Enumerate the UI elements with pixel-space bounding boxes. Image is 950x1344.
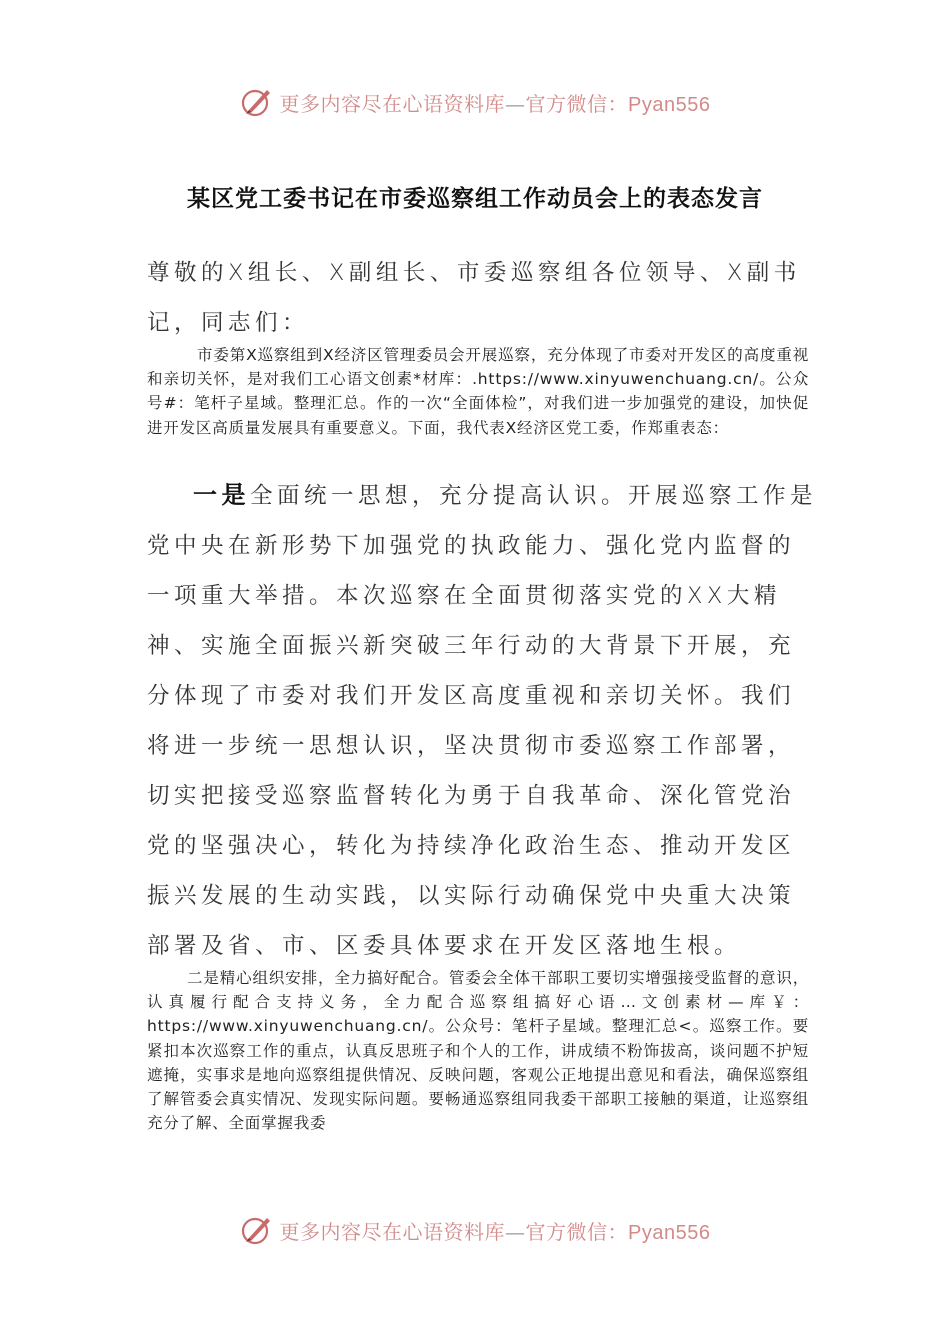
point-one-lead: 一是 bbox=[193, 481, 250, 509]
watermark-text: 更多内容尽在心语资料库—官方微信：Pyan556 bbox=[279, 91, 711, 116]
watermark-text: 更多内容尽在心语资料库—官方微信：Pyan556 bbox=[279, 1219, 711, 1244]
document-title: 某区党工委书记在市委巡察组工作动员会上的表态发言 bbox=[187, 186, 763, 212]
point-two-paragraph: 二是精心组织安排，全力搞好配合。管委会全体干部职工要切实增强接受监督的意识，认真履行配合支持义务，全力配合巡察组搞好心语…文创素材—库￥：https://www.xinyuwenchuang.cn/。公众号：笔杆子星域。整理汇总<。巡察工作。要紧扣本次巡察工作的重点，认真反思班子和个人的工作，讲成绩不粉饰拔高，谈问题不护短遮掩，实事求是地向巡察组提供情况、反映问题，客观公正地提出意见和看法，确保巡察组了解管委会真实情况、发现实际问题。要畅通巡察组同我委干部职工接触的渠道，让巡察组充分了解、全面掌握我委 bbox=[147, 969, 809, 1133]
quill-pen-logo-icon bbox=[240, 85, 274, 119]
point-one-body: 全面统一思想，充分提高认识。开展巡察工作是党中央在新形势下加强党的执政能力、强化党内监督的一项重大举措。本次巡察在全面贯彻落实党的XX大精神、实施全面振兴新突破三年行动的大背景下开展，充分体现了市委对我们开发区高度重视和亲切关怀。我们将进一步统一思想认识，坚决贯彻市委巡察工作部署，切实把接受巡察监督转化为勇于自我革命、深化管党治党的坚强决心，转化为持续净化政治生态、推动开发区振兴发展的生动实践，以实际行动确保党中央重大决策部署及省、市、区委具体要求在开发区落地生根。 bbox=[147, 483, 818, 959]
point-one-paragraph bbox=[147, 470, 817, 971]
header-watermark-banner bbox=[0, 80, 950, 124]
intro-paragraph: 市委第X巡察组到X经济区管理委员会开展巡察，充分体现了市委对开发区的高度重视和亲切关怀，是对我们工心语文创素*材库：.https://www.xinyuwenchuang.cn/。公众号#：笔杆子星域。整理汇总。作的一次“全面体检”，对我们进一步加强党的建设，加快促进开发区高质量发展具有重要意义。下面，我代表X经济区党工委，作郑重表态： bbox=[147, 346, 809, 437]
salutation: 尊敬的X组长、X副组长、市委巡察组各位领导、X副书记，同志们： bbox=[147, 260, 801, 336]
quill-pen-logo-icon bbox=[240, 1213, 274, 1247]
footer-watermark-banner bbox=[0, 1208, 950, 1252]
